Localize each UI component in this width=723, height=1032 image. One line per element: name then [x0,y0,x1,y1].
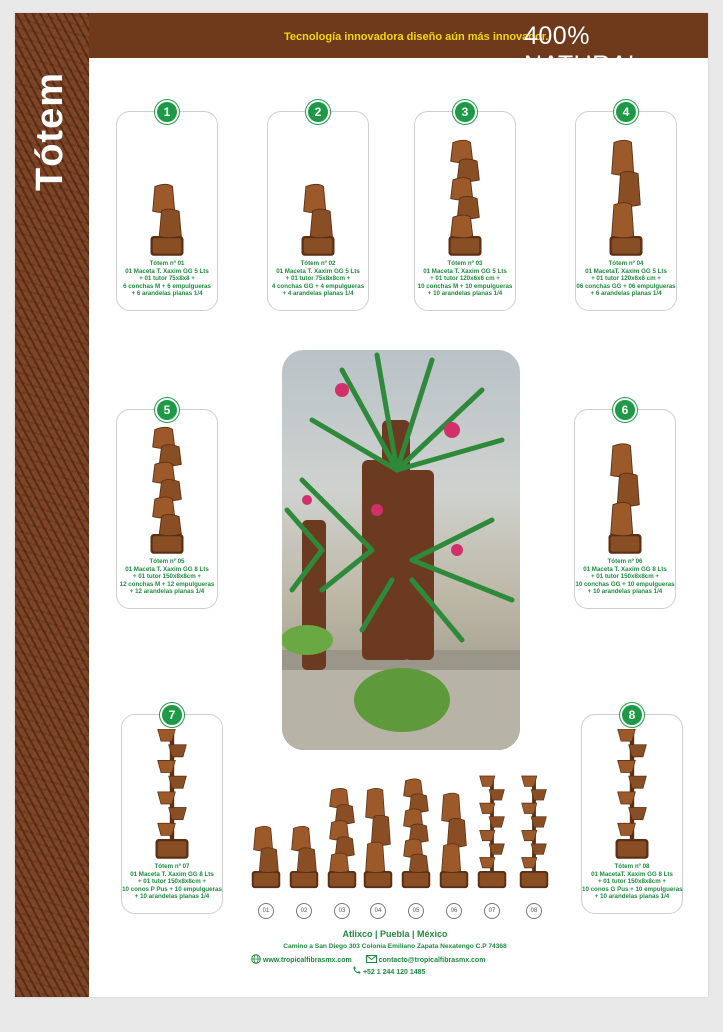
product-caption [415,260,515,298]
totem-figure [150,729,194,866]
lineup-totem [359,765,397,906]
header-band [89,13,708,79]
product-number-badge: 4 [614,100,638,124]
tagline: 400% NATURAL [524,22,643,79]
totem-figure [296,126,340,263]
product-spec-line: 10 conchas M + 10 empulgueras [417,282,513,290]
footer-contact-row [251,954,485,964]
product-card [116,105,218,311]
product-number-badge: 3 [453,100,477,124]
product-spec-line: + 01 tutor 150x8x8cm + [597,878,667,886]
product-spec-line: 01 Maceta T. Xaxim GG 5 Lts [125,267,209,275]
product-title: Tótem nº 06 [607,558,643,565]
totem-figure [145,126,189,263]
slogan: Tecnología innovadora diseño aún más innovador. [284,31,549,43]
product-spec-line: + 01 tutor 150x8x8cm + [132,573,202,581]
product-spec-line: 10 conchas GG + 10 empulgueras [575,580,675,588]
lineup-totem [285,765,323,906]
product-spec-line: 01 Maceta T. Xaxim GG 5 Lts [423,267,507,275]
lineup-label: 03 [334,903,350,919]
product-spec-line: + 01 tutor 75x8x8 + [139,275,195,283]
product-caption [117,260,217,298]
product-spec-line: + 01 tutor 120x6x6 cm + [591,275,661,283]
product-number-badge: 6 [613,398,637,422]
product-spec-line: 6 conchas M + 6 empulgueras [123,282,211,290]
product-spec-line: + 01 tutor 150x8x8cm + [590,573,660,581]
lineup-label: 05 [408,903,424,919]
product-card [267,105,369,311]
product-title: Tótem nº 08 [614,863,650,870]
lineup-label: 06 [446,903,462,919]
globe-icon [251,957,263,964]
product-title: Tótem nº 04 [608,260,644,267]
product-spec-line: + 01 tutor 120x6x6 cm + [430,275,500,283]
lineup-totem [473,765,511,906]
website-link[interactable]: www.tropicalfibrasmx.com [262,957,352,964]
vertical-title: Tótem [29,72,71,191]
product-spec-line: 01 MacetaT. Xaxim GG 5 Lts [585,267,667,275]
totem-figure [145,424,189,561]
product-number-badge: 2 [306,100,330,124]
product-card [116,403,218,609]
showcase-photo [282,350,520,750]
product-card [574,403,676,609]
product-spec-line: + 6 arandelas planas 1/4 [590,290,662,298]
product-spec-line: 01 MacetaT. Xaxim GG 8 Lts [591,870,673,878]
product-spec-line: + 01 tutor 150x8x8cm + [137,878,207,886]
lineup-label: 02 [296,903,312,919]
product-spec-line: 06 conchas GG + 06 empulgueras [576,282,676,290]
footer-cities: Atlixco | Puebla | México [342,929,448,939]
product-card [121,708,223,914]
product-caption [122,863,222,901]
product-caption [582,863,682,901]
product-spec-line: 01 Maceta T. Xaxim GG 5 Lts [276,267,360,275]
footer-phone-row [352,966,425,976]
product-caption [576,260,676,298]
catalog-page [15,13,708,997]
product-spec-line: + 4 arandelas planas 1/4 [282,290,354,298]
footer-address: Camino a San Diego 303 Colonia Emiliano Zapata Nexatengo C.P 74368 [283,943,507,950]
product-card [414,105,516,311]
product-spec-line: 01 Maceta T. Xaxim GG 8 Lts [130,870,214,878]
lineup-label: 01 [258,903,274,919]
envelope-icon [366,957,379,964]
phone-icon [352,969,363,976]
product-title: Tótem nº 03 [447,260,483,267]
lineup-totem [247,765,285,906]
phone-number: +52 1 244 120 1485 [362,969,426,976]
product-caption [575,558,675,596]
product-spec-line: + 10 arandelas planas 1/4 [134,893,210,901]
product-spec-line: 01 Maceta T. Xaxim GG 8 Lts [125,565,209,573]
product-spec-line: + 10 arandelas planas 1/4 [587,588,663,596]
lineup-label: 04 [370,903,386,919]
product-spec-line: + 6 arandelas planas 1/4 [131,290,203,298]
product-spec-line: 12 conchas M + 12 empulgueras [119,580,215,588]
totem-figure [604,126,648,263]
lineup-label: 07 [484,903,500,919]
product-card [581,708,683,914]
product-caption [268,260,368,298]
lineup-totem [435,765,473,906]
lineup-label: 08 [526,903,542,919]
totem-figure [603,424,647,561]
product-spec-line: 01 Maceta T. Xaxim GG 8 Lts [583,565,667,573]
product-number-badge: 7 [160,703,184,727]
email-link[interactable]: contacto@tropicalfibrasmx.com [378,957,486,964]
lineup-totem [323,765,361,906]
product-spec-line: 4 conchas GG + 4 empulgueras [271,282,365,290]
product-title: Tótem nº 05 [149,558,185,565]
product-title: Tótem nº 01 [149,260,185,267]
lineup-totem [397,765,435,906]
product-spec-line: + 12 arandelas planas 1/4 [129,588,205,596]
totem-figure [443,126,487,263]
product-number-badge: 5 [155,398,179,422]
product-spec-line: + 10 arandelas planas 1/4 [427,290,503,298]
product-number-badge: 1 [155,100,179,124]
product-caption [117,558,217,596]
product-spec-line: 10 conos G Pus + 10 empulgueras [582,885,683,893]
product-spec-line: + 10 arandelas planas 1/4 [594,893,670,901]
totem-figure [610,729,654,866]
product-spec-line: 10 conos P Pus + 10 empulgueras [122,885,222,893]
product-number-badge: 8 [620,703,644,727]
product-title: Tótem nº 07 [154,863,190,870]
product-spec-line: + 01 tutor 75x8x8cm + [285,275,351,283]
lineup-totem [515,765,553,906]
product-title: Tótem nº 02 [300,260,336,267]
product-card [575,105,677,311]
